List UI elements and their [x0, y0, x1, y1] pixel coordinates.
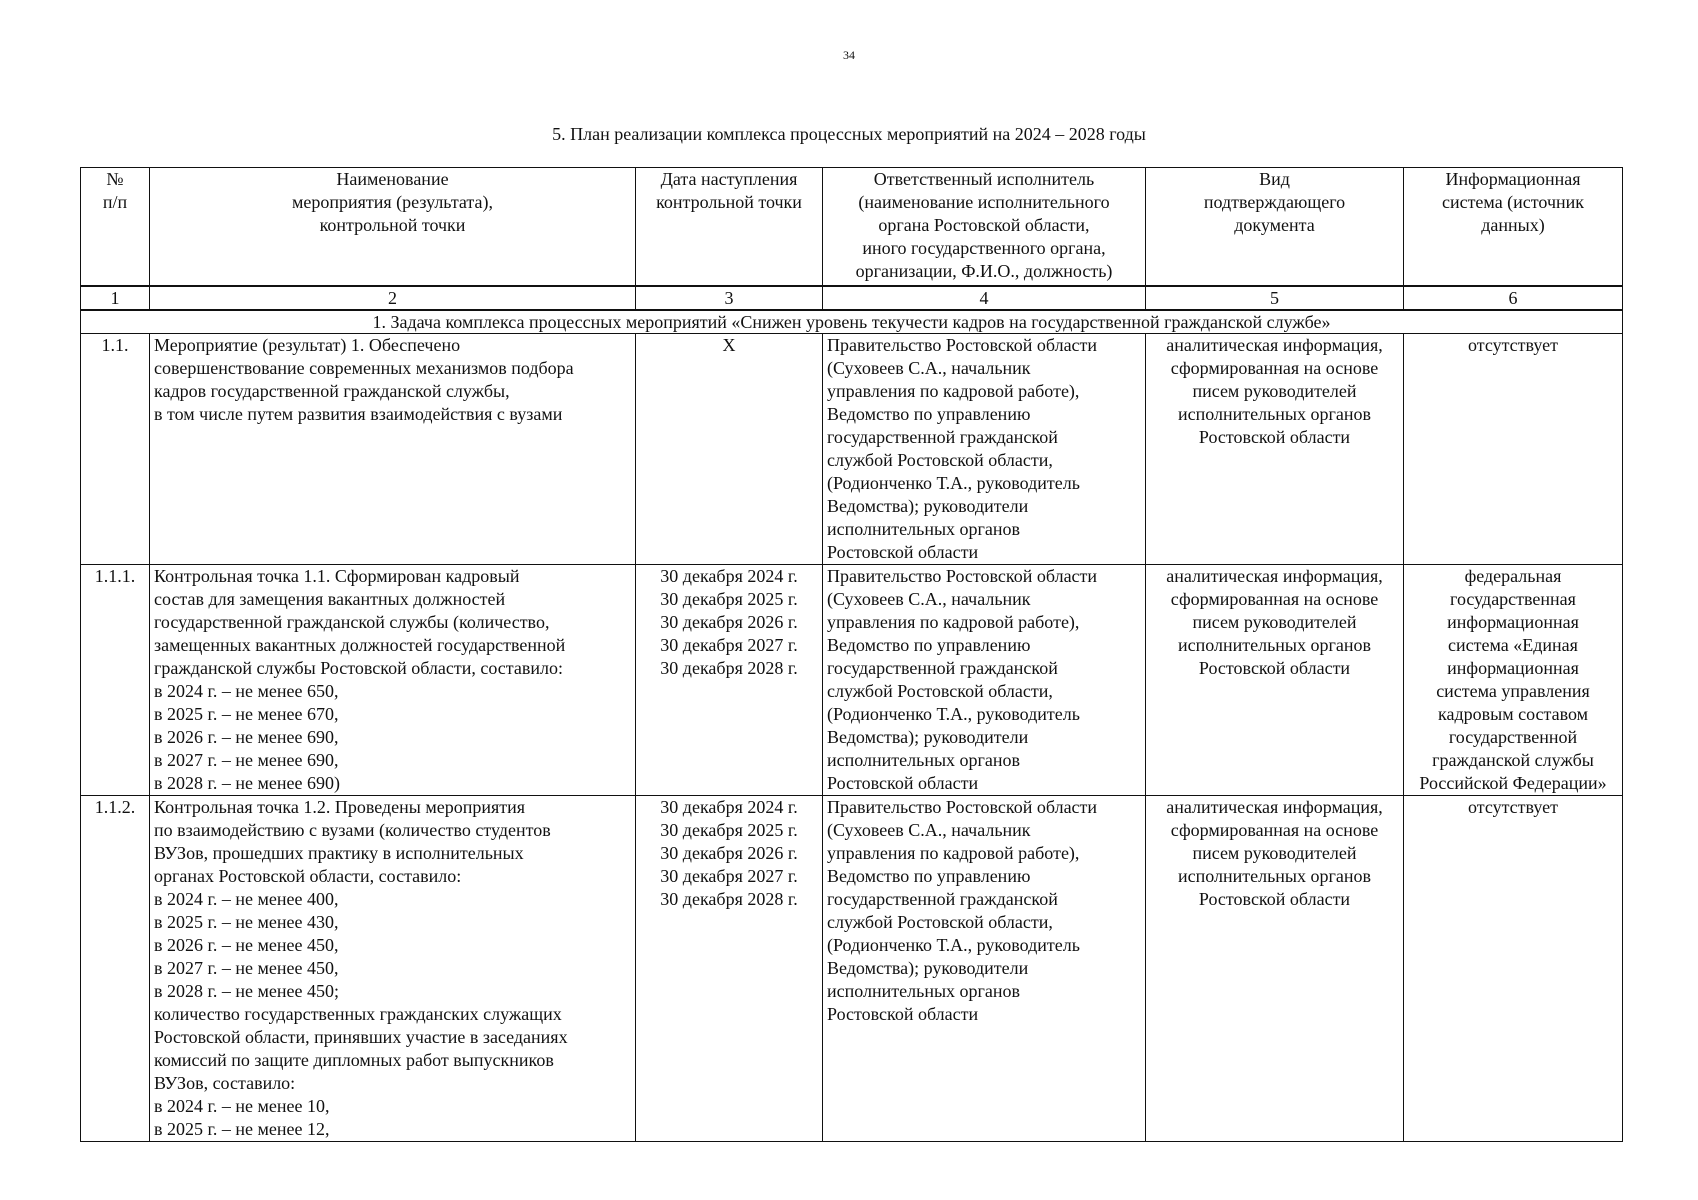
header-document	[1146, 168, 1404, 287]
text-line: 30 декабря 2028 г.	[660, 658, 798, 678]
text-line: сформированная на основе	[1170, 820, 1379, 840]
text-line: аналитическая информация,	[1166, 566, 1383, 586]
text-line: Ведомства); руководители	[827, 727, 1029, 747]
text-line: контрольной точки	[319, 215, 466, 235]
text-line: федеральная	[1464, 566, 1562, 586]
row-dates	[636, 796, 823, 1142]
header-number	[81, 168, 150, 287]
text-line: Контрольная точка 1.1. Сформирован кадровый	[154, 566, 520, 586]
text-line: (Суховеев С.А., начальник	[827, 820, 1031, 840]
text-line: в 2025 г. – не менее 12,	[154, 1119, 330, 1139]
text-line: исполнительных органов	[827, 750, 1021, 770]
text-line: управления по кадровой работе),	[827, 612, 1080, 632]
text-line: Ростовской области	[827, 1004, 979, 1024]
text-line: в 2027 г. – не менее 450,	[154, 958, 339, 978]
column-number: 2	[150, 286, 636, 310]
text-line: кадровым составом	[1437, 704, 1589, 724]
text-line: ВУЗов, составило:	[154, 1073, 296, 1093]
text-line: Ростовской области	[827, 542, 979, 562]
row-responsible	[823, 565, 1146, 796]
text-line: государственной гражданской	[827, 889, 1058, 909]
text-line: государственной гражданской	[827, 427, 1058, 447]
text-line: п/п	[102, 192, 128, 212]
text-line: (Родионченко Т.А., руководитель	[827, 704, 1080, 724]
text-line: исполнительных органов	[827, 981, 1021, 1001]
text-line: Ростовской области	[1198, 658, 1351, 678]
text-line: Вид	[1259, 169, 1290, 189]
row-system	[1404, 334, 1623, 565]
text-line: исполнительных органов	[1177, 866, 1372, 886]
text-line: отсутствует	[1467, 335, 1559, 355]
text-line: Ростовской области	[1198, 427, 1351, 447]
text-line: Наименование	[336, 169, 449, 189]
header-date	[636, 168, 823, 287]
text-line: гражданской службы Ростовской области, составило:	[154, 658, 563, 678]
table-row	[81, 334, 1623, 565]
text-line: (Родионченко Т.А., руководитель	[827, 935, 1080, 955]
column-number: 1	[81, 286, 150, 310]
text-line: система управления	[1436, 681, 1590, 701]
text-line: управления по кадровой работе),	[827, 381, 1080, 401]
section-row	[81, 310, 1623, 334]
row-dates	[636, 565, 823, 796]
implementation-plan-table	[80, 167, 1623, 1142]
text-line: в том числе путем развития взаимодействия с вузами	[154, 404, 563, 424]
text-line: ВУЗов, прошедших практику в исполнительных	[154, 843, 524, 863]
text-line: отсутствует	[1467, 797, 1559, 817]
text-line: количество государственных гражданских служащих	[154, 1004, 562, 1024]
text-line: в 2024 г. – не менее 10,	[154, 1096, 330, 1116]
text-line: в 2028 г. – не менее 690)	[154, 773, 340, 793]
text-line: Правительство Ростовской области	[827, 566, 1098, 586]
text-line: исполнительных органов	[827, 519, 1021, 539]
text-line: сформированная на основе	[1170, 358, 1379, 378]
text-line: органа Ростовской области,	[878, 215, 1090, 235]
text-line: управления по кадровой работе),	[827, 843, 1080, 863]
text-line: 30 декабря 2027 г.	[660, 866, 798, 886]
text-line: мероприятия (результата),	[291, 192, 494, 212]
text-line: контрольной точки	[656, 192, 802, 212]
text-line: писем руководителей	[1192, 381, 1357, 401]
text-line: Мероприятие (результат) 1. Обеспечено	[154, 335, 461, 355]
text-line: система «Единая	[1448, 635, 1578, 655]
row-dates	[636, 334, 823, 565]
text-line: система (источник	[1441, 192, 1585, 212]
text-line: в 2024 г. – не менее 400,	[154, 889, 339, 909]
text-line: в 2026 г. – не менее 690,	[154, 727, 339, 747]
row-system	[1404, 565, 1623, 796]
column-number: 4	[823, 286, 1146, 310]
text-line: 30 декабря 2025 г.	[660, 820, 798, 840]
text-line: в 2027 г. – не менее 690,	[154, 750, 339, 770]
text-line: Дата наступления	[660, 169, 798, 189]
text-line: писем руководителей	[1192, 612, 1357, 632]
text-line: государственной гражданской	[827, 658, 1058, 678]
text-line: иного государственного органа,	[862, 238, 1106, 258]
text-line: 30 декабря 2025 г.	[660, 589, 798, 609]
text-line: Российской Федерации»	[1419, 773, 1607, 793]
text-line: писем руководителей	[1192, 843, 1357, 863]
text-line: Ответственный исполнитель	[873, 169, 1095, 189]
table-row	[81, 565, 1623, 796]
text-line: Ростовской области	[1198, 889, 1351, 909]
text-line: 30 декабря 2024 г.	[660, 797, 798, 817]
text-line: (наименование исполнительного	[858, 192, 1110, 212]
text-line: аналитическая информация,	[1166, 797, 1383, 817]
text-line: Правительство Ростовской области	[827, 335, 1098, 355]
text-line: кадров государственной гражданской службы,	[154, 381, 510, 401]
text-line: Ведомства); руководители	[827, 496, 1029, 516]
column-number: 3	[636, 286, 823, 310]
text-line: (Суховеев С.А., начальник	[827, 358, 1031, 378]
row-responsible	[823, 796, 1146, 1142]
text-line: исполнительных органов	[1177, 404, 1372, 424]
text-line: Информационная	[1445, 169, 1581, 189]
row-number: 1.1.1.	[81, 565, 150, 796]
row-name	[150, 334, 636, 565]
text-line: информационная	[1447, 658, 1579, 678]
table-header-row	[81, 168, 1623, 287]
row-number: 1.1.	[81, 334, 150, 565]
text-line: совершенствование современных механизмов подбора	[154, 358, 574, 378]
text-line: состав для замещения вакантных должностей	[154, 589, 506, 609]
text-line: по взаимодействию с вузами (количество студентов	[154, 820, 551, 840]
text-line: в 2026 г. – не менее 450,	[154, 935, 339, 955]
document-title: 5. План реализации комплекса процессных мероприятий на 2024 – 2028 годы	[552, 124, 1146, 144]
text-line: Ведомство по управлению	[827, 866, 1031, 886]
text-line: организации, Ф.И.О., должность)	[855, 261, 1113, 281]
text-line: исполнительных органов	[1177, 635, 1372, 655]
row-document	[1146, 334, 1404, 565]
row-document	[1146, 565, 1404, 796]
text-line: (Суховеев С.А., начальник	[827, 589, 1031, 609]
row-name	[150, 796, 636, 1142]
column-number: 5	[1146, 286, 1404, 310]
table-row	[81, 796, 1623, 1142]
text-line: информационная	[1447, 612, 1579, 632]
text-line: в 2024 г. – не менее 650,	[154, 681, 339, 701]
text-line: сформированная на основе	[1170, 589, 1379, 609]
text-line: Правительство Ростовской области	[827, 797, 1098, 817]
text-line: Ведомства); руководители	[827, 958, 1029, 978]
page-number: 34	[843, 48, 855, 62]
column-number-row	[81, 286, 1623, 310]
text-line: Ведомство по управлению	[827, 635, 1031, 655]
text-line: службой Ростовской области,	[827, 681, 1053, 701]
text-line: Ростовской области	[827, 773, 979, 793]
text-line: в 2028 г. – не менее 450;	[154, 981, 339, 1001]
text-line: №	[106, 169, 124, 189]
text-line: 30 декабря 2024 г.	[660, 566, 798, 586]
section-title: 1. Задача комплекса процессных мероприятий «Снижен уровень текучести кадров на государственной гражданской службе»	[81, 310, 1623, 334]
text-line: в 2025 г. – не менее 430,	[154, 912, 339, 932]
text-line: государственная	[1450, 589, 1576, 609]
row-system	[1404, 796, 1623, 1142]
text-line: документа	[1234, 215, 1315, 235]
row-document	[1146, 796, 1404, 1142]
text-line: органах Ростовской области, составило:	[154, 866, 462, 886]
row-responsible	[823, 334, 1146, 565]
text-line: Х	[722, 335, 736, 355]
text-line: 30 декабря 2028 г.	[660, 889, 798, 909]
text-line: (Родионченко Т.А., руководитель	[827, 473, 1080, 493]
text-line: гражданской службы	[1432, 750, 1594, 770]
text-line: государственной гражданской службы (количество,	[154, 612, 550, 632]
text-line: 30 декабря 2026 г.	[660, 843, 798, 863]
text-line: аналитическая информация,	[1166, 335, 1383, 355]
text-line: подтверждающего	[1203, 192, 1346, 212]
text-line: Ростовской области, принявших участие в заседаниях	[154, 1027, 568, 1047]
header-name	[150, 168, 636, 287]
header-responsible	[823, 168, 1146, 287]
text-line: службой Ростовской области,	[827, 450, 1053, 470]
text-line: замещенных вакантных должностей государственной	[154, 635, 566, 655]
row-number: 1.1.2.	[81, 796, 150, 1142]
text-line: комиссий по защите дипломных работ выпускников	[154, 1050, 554, 1070]
text-line: 30 декабря 2027 г.	[660, 635, 798, 655]
text-line: в 2025 г. – не менее 670,	[154, 704, 339, 724]
text-line: Контрольная точка 1.2. Проведены мероприятия	[154, 797, 526, 817]
text-line: государственной	[1448, 727, 1578, 747]
text-line: данных)	[1481, 215, 1545, 235]
column-number: 6	[1404, 286, 1623, 310]
text-line: службой Ростовской области,	[827, 912, 1053, 932]
header-system	[1404, 168, 1623, 287]
text-line: 30 декабря 2026 г.	[660, 612, 798, 632]
row-name	[150, 565, 636, 796]
text-line: Ведомство по управлению	[827, 404, 1031, 424]
